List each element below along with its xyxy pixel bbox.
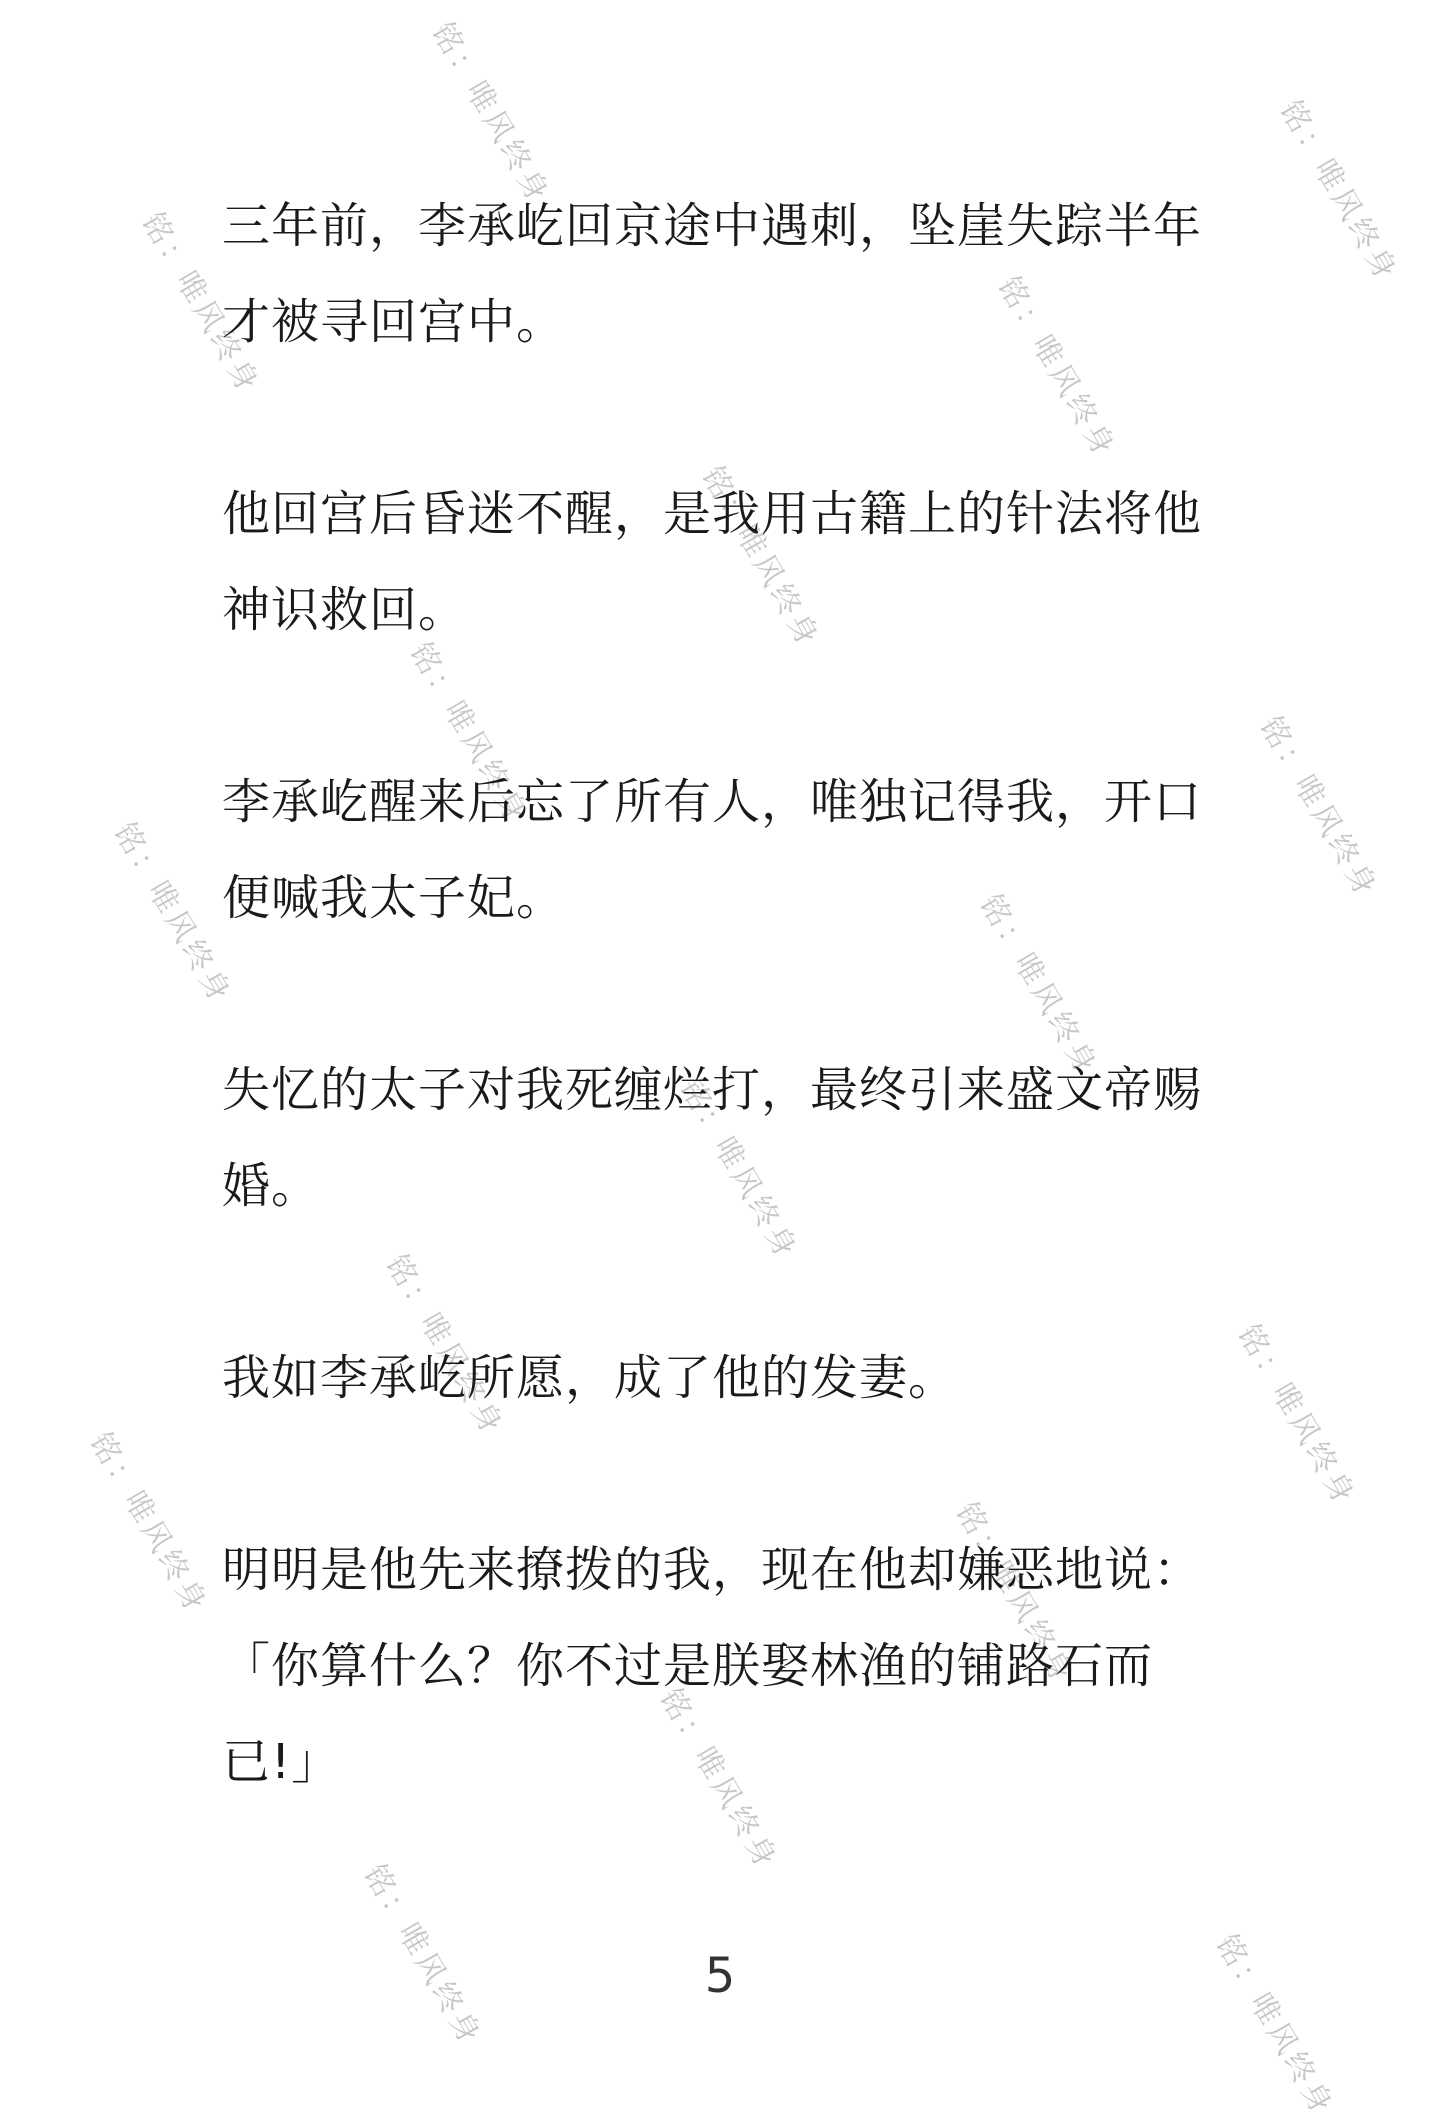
paragraph: 他回宫后昏迷不醒，是我用古籍上的针法将他神识救回。 xyxy=(222,486,1203,638)
document-body xyxy=(222,178,1232,1906)
watermark: 铭：唯风终身 xyxy=(82,1426,215,1621)
watermark: 铭：唯风终身 xyxy=(972,888,1105,1083)
paragraph: 李承屹醒来后忘了所有人，唯独记得我，开口便喊我太子妃。 xyxy=(222,774,1203,926)
paragraph: 明明是他先来撩拨的我，现在他却嫌恶地说：「你算什么？你不过是朕娶林渔的铺路石而已!」 xyxy=(222,1542,1203,1790)
watermark: 铭：唯风终身 xyxy=(672,1072,805,1267)
paragraph: 我如李承屹所愿，成了他的发妻。 xyxy=(222,1350,958,1406)
watermark: 铭：唯风终身 xyxy=(1272,94,1405,289)
watermark: 铭：唯风终身 xyxy=(1230,1318,1363,1513)
watermark: 铭：唯风终身 xyxy=(402,636,535,831)
watermark: 铭：唯风终身 xyxy=(694,460,827,655)
watermark: 铭：唯风终身 xyxy=(134,206,267,401)
watermark: 铭：唯风终身 xyxy=(356,1858,489,2053)
watermark: 铭：唯风终身 xyxy=(652,1682,785,1877)
watermark: 铭：唯风终身 xyxy=(948,1496,1081,1691)
watermark: 铭：唯风终身 xyxy=(106,816,239,1011)
watermark: 铭：唯风终身 xyxy=(378,1248,511,1443)
page-number: 5 xyxy=(704,1948,736,2004)
watermark: 铭：唯风终身 xyxy=(990,270,1123,465)
watermark: 铭：唯风终身 xyxy=(1208,1928,1341,2123)
watermark: 铭：唯风终身 xyxy=(1252,710,1385,905)
watermark: 铭：唯风终身 xyxy=(424,16,557,211)
paragraph: 失忆的太子对我死缠烂打，最终引来盛文帝赐婚。 xyxy=(222,1062,1203,1214)
paragraph: 三年前，李承屹回京途中遇刺，坠崖失踪半年才被寻回宫中。 xyxy=(222,198,1203,350)
